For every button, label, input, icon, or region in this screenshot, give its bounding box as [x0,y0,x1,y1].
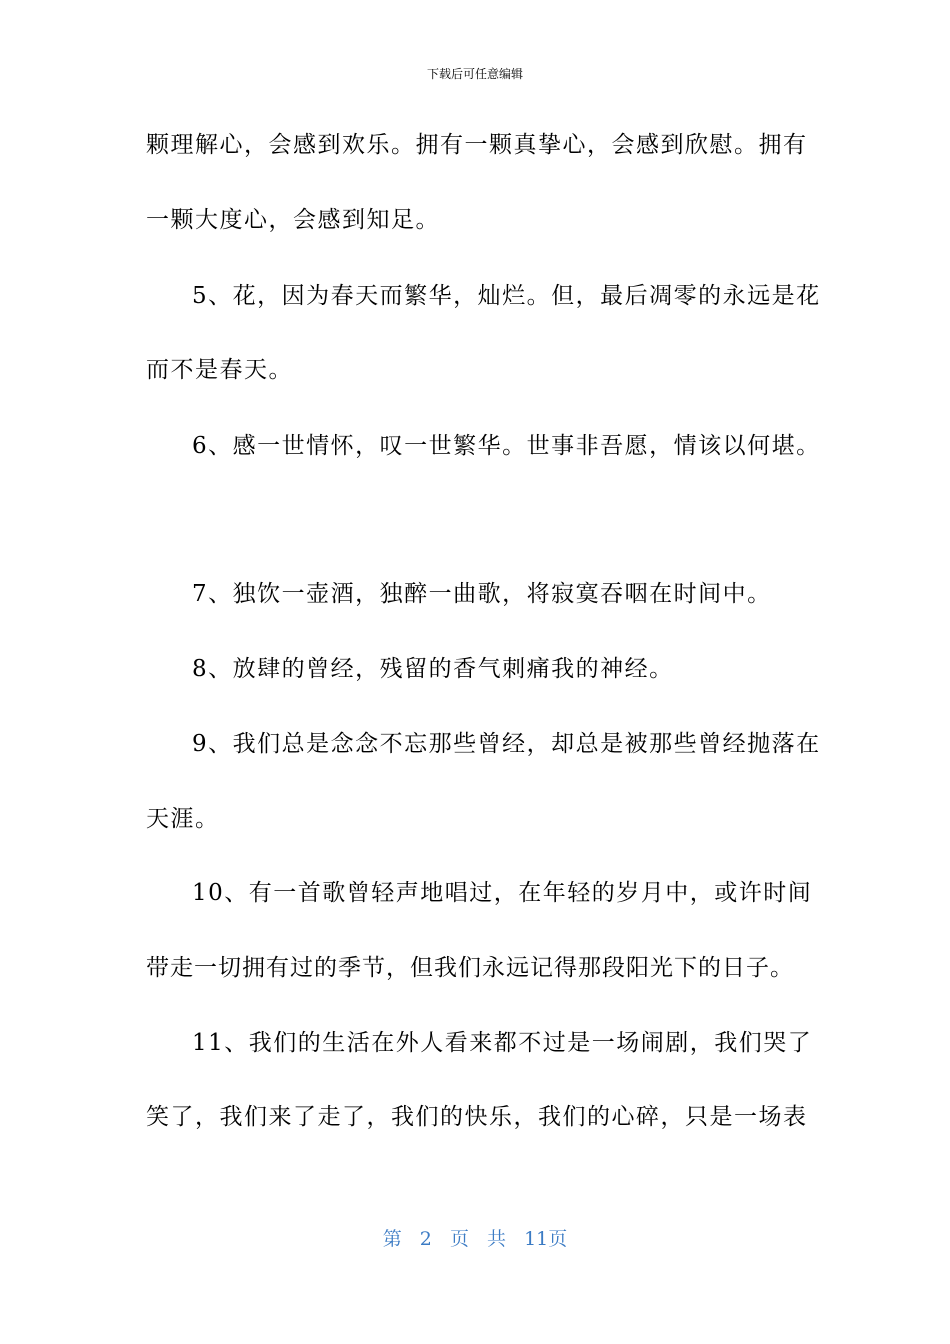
body-line: 而不是春天。 [146,357,293,383]
body-line: 颗理解心，会感到欢乐。拥有一颗真挚心，会感到欣慰。拥有 [146,132,808,158]
body-line: 带走一切拥有过的季节，但我们永远记得那段阳光下的日子。 [146,955,794,981]
body-line: 一颗大度心，会感到知足。 [146,207,440,233]
body-line: 11、我们的生活在外人看来都不过是一场闹剧，我们哭了 [192,1030,813,1056]
footer-current-page: 2 [419,1228,432,1250]
footer-page-label: 第 [382,1228,402,1250]
body-line: 笑了，我们来了走了，我们的快乐，我们的心碎，只是一场表 [146,1104,808,1130]
body-line: 8、放肆的曾经，残留的香气刺痛我的神经。 [192,656,674,682]
body-line: 9、我们总是念念不忘那些曾经，却总是被那些曾经抛落在 [192,731,821,757]
page-footer [0,1226,950,1252]
footer-page-unit: 页 [449,1228,469,1250]
footer-total-pages: 11页 [524,1228,568,1250]
page-header: 下载后可任意编辑 [426,67,523,81]
body-line: 5、花，因为春天而繁华，灿烂。但，最后凋零的永远是花 [192,283,821,309]
body-line: 天涯。 [146,806,220,832]
body-line: 7、独饮一壶酒，独醉一曲歌，将寂寞吞咽在时间中。 [192,581,772,607]
footer-total-label: 共 [487,1228,507,1250]
body-line: 6、感一世情怀，叹一世繁华。世事非吾愿，情该以何堪。 [192,433,821,459]
body-line: 10、有一首歌曾轻声地唱过，在年轻的岁月中，或许时间 [192,880,813,906]
